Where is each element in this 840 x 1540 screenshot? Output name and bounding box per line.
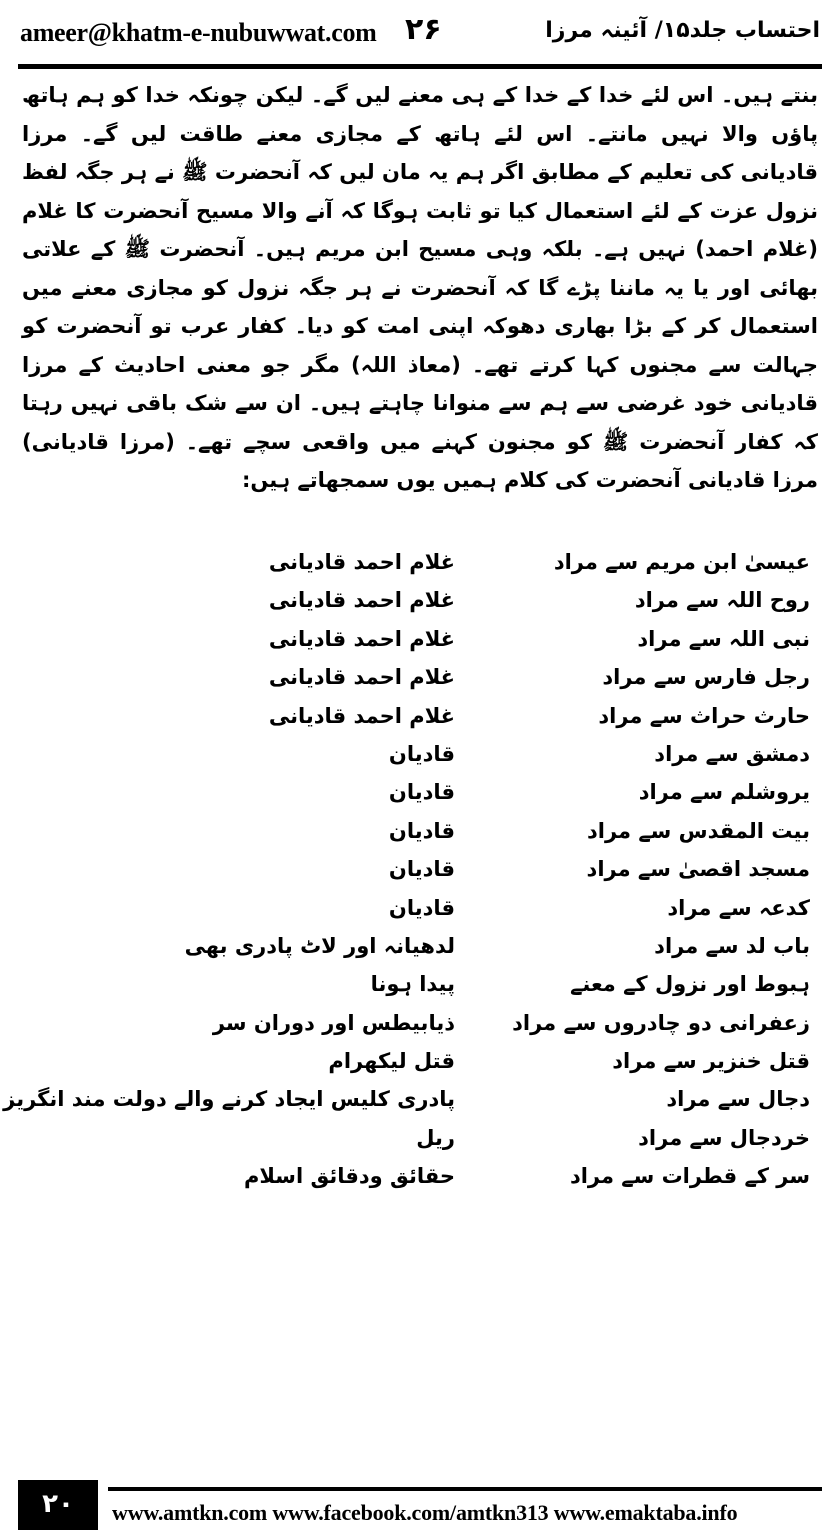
header-page-number: ۲۶ <box>405 12 442 47</box>
meaning-text: غلام احمد قادیانی <box>268 550 455 574</box>
meaning-text: قادیان <box>388 780 455 805</box>
term-text: زعفرانی دو چادروں سے مراد <box>512 1010 810 1035</box>
term-text: نبی اللہ سے مراد <box>637 626 810 651</box>
terms-list <box>3 546 820 1199</box>
list-item <box>20 738 820 776</box>
term-text: یروشلم سے مراد <box>638 780 810 805</box>
term-text: دمشق سے مراد <box>654 741 810 766</box>
term-text: باب لد سے مراد <box>654 933 810 958</box>
term-text: رجل فارس سے مراد <box>602 665 810 690</box>
list-item <box>20 661 820 699</box>
footer-rule <box>108 1487 822 1491</box>
term-text: حارث حراث سے مراد <box>598 703 810 728</box>
meaning-text: پیدا ہونا <box>370 972 455 997</box>
list-item <box>20 584 820 622</box>
meaning-text: ذیابیطس اور دوران سر <box>212 1010 455 1035</box>
header-title: احتساب جلد۱۵/ آئینہ مرزا <box>545 18 820 43</box>
list-item <box>20 1122 820 1160</box>
meaning-text: غلام احمد قادیانی <box>268 626 455 651</box>
meaning-text: پادری کلیس ایجاد کرنے والے دولت مند انگریز <box>3 1087 455 1112</box>
meaning-text: ریل <box>416 1125 455 1150</box>
header-rule <box>18 64 822 69</box>
list-item <box>20 546 820 584</box>
list-item <box>20 1045 820 1083</box>
list-item <box>20 815 820 853</box>
term-text: بیت المقدس سے مراد <box>586 818 810 843</box>
term-text: ہبوط اور نزول کے معنے <box>570 972 810 997</box>
list-item <box>20 968 820 1006</box>
header-email: ameer@khatm-e-nubuwwat.com <box>20 18 377 47</box>
footer-page-number: ۲۰ <box>18 1480 98 1530</box>
meaning-text: غلام احمد قادیانی <box>268 665 455 690</box>
term-text: عیسیٰ ابن مریم سے مراد <box>553 550 810 574</box>
meaning-text: قتل لیکھرام <box>328 1049 455 1074</box>
list-item <box>20 776 820 814</box>
term-text: روح اللہ سے مراد <box>634 588 810 613</box>
term-text: دجال سے مراد <box>666 1087 810 1112</box>
body-paragraph: بنتے ہیں۔ اس لئے خدا کے خدا کے ہی معنے لیں گے۔ لیکن چونکہ خدا کو ہم ہاتھ پاؤں والا نہیں مانتے۔ اس لئے ہاتھ کے مجازی معنے طاقت لیں گے۔ مرزا قادیانی کی تعلیم کے مطابق اگر ہم یہ مان لیں کہ آنحضرت ﷺ نے ہر جگہ لفظ نزول عزت کے لئے استعمال کیا تو ثابت ہوگا کہ آنے والا مسیح آنحضرت کا غلام (غلام احمد) نہیں ہے۔ بلکہ وہی مسیح ابن مریم ہیں۔ آنحضرت ﷺ کے علاتی بھائی اور یا یہ ماننا پڑے گا کہ آنحضرت نے ہر جگہ نزول کو مجازی معنے میں استعمال کر کے بڑا بھاری دھوکہ اپنی امت کو دیا۔ کفار عرب تو آنحضرت کو جہالت سے مجنوں کہا کرتے تھے۔ (معاذ اللہ) مگر جو معنی احادیث کے مرزا قادیانی خود غرضی سے ہم سے منوانا چاہتے ہیں۔ ان سے شک باقی نہیں رہتا کہ کفار آنحضرت ﷺ کو مجنون کہنے میں واقعی سچے تھے۔ (مرزا قادیانی) مرزا قادیانی آنحضرت کی کلام ہمیں یوں سمجھاتے ہیں: <box>22 83 818 492</box>
meaning-text: قادیان <box>388 818 455 843</box>
list-item <box>20 892 820 930</box>
meaning-text: لدھیانہ اور لاٹ پادری بھی <box>184 933 455 958</box>
list-item <box>20 1007 820 1045</box>
list-item <box>20 1160 820 1198</box>
list-item <box>20 623 820 661</box>
meaning-text: غلام احمد قادیانی <box>268 703 455 728</box>
term-text: خردجال سے مراد <box>638 1125 810 1150</box>
term-text: کدعہ سے مراد <box>667 895 810 920</box>
meaning-text: قادیان <box>388 741 455 766</box>
list-item <box>20 853 820 891</box>
term-text: سر کے قطرات سے مراد <box>569 1164 810 1189</box>
meaning-text: قادیان <box>388 895 455 920</box>
term-text: قتل خنزیر سے مراد <box>612 1049 810 1074</box>
list-item <box>20 700 820 738</box>
list-item <box>20 930 820 968</box>
meaning-text: حقائق ودقائق اسلام <box>243 1164 455 1189</box>
list-item <box>3 1083 820 1121</box>
term-text: مسجد اقصیٰ سے مراد <box>586 857 810 882</box>
meaning-text: قادیان <box>388 857 455 882</box>
footer-urls: www.amtkn.com www.facebook.com/amtkn313 www.emaktaba.info <box>112 1500 738 1525</box>
meaning-text: غلام احمد قادیانی <box>268 588 455 613</box>
